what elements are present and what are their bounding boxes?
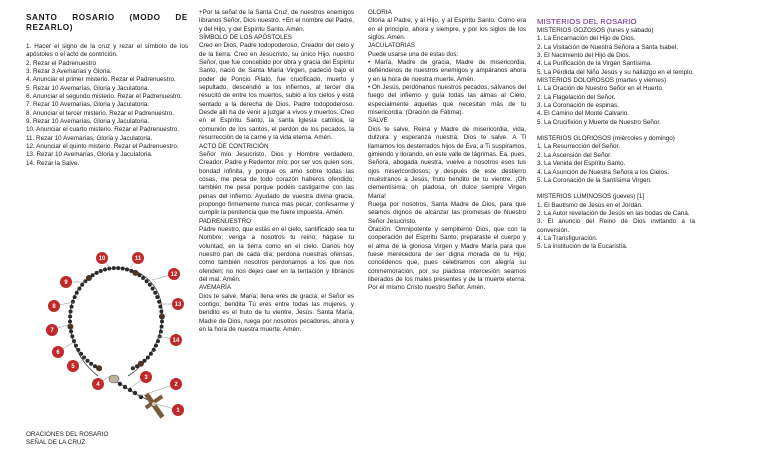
mystery-group-dolorosos: [537, 77, 695, 127]
rosary-bead: [135, 364, 139, 368]
caption: [26, 431, 108, 448]
rosary-bead: [125, 268, 129, 272]
column-mysteries: [537, 0, 695, 467]
prayer-heading: AVEMARÍA: [199, 284, 232, 292]
prayer-text: • Oh Jesús, perdónanos nuestros pecados, sálvanos del fuego del infierno y guía todas las almas al Cielo, especialmente aquellas que necesitan más de tu misericordia. (Oración de Fátima).: [368, 84, 526, 117]
rosary-bead: [93, 364, 97, 368]
mystery-item: 1. El Bautismo de Jesús en el Jordán.: [537, 201, 643, 209]
rosary-bead: [68, 320, 72, 324]
rosary-title-line1: SANTO ROSARIO (MODO DE: [26, 13, 188, 22]
rosary-bead: [159, 330, 163, 334]
column-prayers-1: [199, 0, 354, 467]
mystery-group-gozosos: [537, 27, 695, 77]
rosary-bead: [79, 352, 83, 356]
mystery-item: 2. La Flagelación del Señor.: [537, 93, 616, 101]
rosary-bead: [99, 269, 103, 273]
diagram-number-label: 3: [144, 375, 148, 382]
rosary-bead: [71, 300, 75, 304]
step-item: 6. Anunciar el segundo misterio. Rezar el Padrenuestro.: [26, 93, 183, 101]
rosary-bead: [154, 344, 158, 348]
rosary-bead: [86, 359, 90, 363]
rosary-bead: [72, 339, 76, 343]
diagram-number-label: 8: [52, 304, 56, 311]
caption-line1: ORACIONES DEL ROSARIO: [26, 431, 109, 438]
rosary-title-line2: REZARLO): [26, 23, 74, 32]
mystery-item: 2. La Autor revelación de Jesús en las bodas de Caná.: [537, 209, 690, 217]
mystery-group-heading: MISTERIOS GLORIOSOS (miércoles y domingo): [537, 135, 675, 143]
rosary-bead: [76, 348, 80, 352]
diagram-number-label: 6: [56, 350, 60, 357]
rosary-bead: [95, 271, 99, 275]
rosary-bead: [146, 356, 150, 360]
steps-list: [26, 43, 188, 168]
rosary-bead: [74, 344, 78, 348]
medal-icon: [109, 375, 119, 383]
mystery-item: 3. El Nacimiento del Hijo de Dios.: [537, 52, 631, 60]
rosary-bead: [137, 273, 141, 277]
rosary-bead: [152, 348, 156, 352]
diagram-number-label: 4: [96, 382, 100, 389]
diagram-number-label: 1: [176, 408, 180, 415]
step-item: 10. Anunciar el cuarto misterio. Rezar el Padrenuestro.: [26, 126, 179, 134]
prayer-text: Creo en Dios, Padre todopoderoso, Creador del cielo y de la tierra. Creo en Jesucristo, su único Hijo, nuestro Señor, que fue concebido por obra y gracia del Espíritu Santo, nació de Santa María Virgen, padeció bajo el poder de Poncio Pilato, fue crucificado, muerto y sepultado, descendió a los infiernos, al tercer día resucitó de entre los muertos, subió a los cielos y está sentado a la derecha de Dios, Padre todopoderoso. Desde allí ha de venir a juzgar a vivos y muertos. Creo en el Espíritu Santo, la santa Iglesia católica, la comunión de los santos, el perdón de los pecados, la resurrección de la carne y la vida eterna. Amén.: [199, 42, 354, 142]
step-item: 9. Rezar 10 Avemarías, Gloria y Jaculatoria.: [26, 118, 150, 126]
mystery-item: 3. El anuncio del Reino de Dios invitando a la conversión.: [537, 218, 695, 234]
rosary-diagram: [28, 244, 190, 424]
prayer-heading: GLORIA: [368, 9, 392, 16]
rosary-bead: [151, 287, 155, 291]
rosary-bead: [160, 320, 164, 324]
prayer-heading: ACTO DE CONTRICIÓN: [199, 142, 269, 150]
prayer-text: Dios te salve, María; llena eres de gracia; el Señor es contigo; bendita Tú eres entre todas las mujeres, y bendito es el fruto de tu vientre, Jesús. Santa María, Madre de Dios, ruega por nosotros pecadores, ahora y en la hora de nuestra muerte. Amén.: [199, 292, 354, 334]
rosary-bead: [89, 362, 93, 366]
mystery-item: 4. La Purificación de la Virgen Santísima.: [537, 60, 653, 68]
diagram-number-labels: [46, 252, 184, 416]
rosary-bead: [156, 339, 160, 343]
rosary-bead: [148, 283, 152, 287]
mystery-item: 1. La Oración de Nuestro Señor en el Huerto.: [537, 85, 664, 93]
rosary-bead: [149, 352, 153, 356]
mystery-item: 5. La Coronación de la Santísima Virgen.: [537, 176, 652, 184]
step-item: 3. Rezar 3 Avemarías y Gloria.: [26, 68, 112, 76]
prayer-text: Gloria al Padre, y al Hijo, y al Espíritu Santo. Como era en el principio, ahora y siempre, y por los siglos de los siglos. Amén.: [368, 17, 526, 42]
rosary-bead: [160, 325, 164, 329]
diagram-number-label: 5: [71, 364, 75, 371]
rosary-bead: [112, 266, 116, 270]
step-item: 14. Rezar la Salve.: [26, 159, 80, 167]
rosary-bead: [69, 330, 73, 334]
diagram-number-label: 9: [64, 280, 68, 287]
prayer-text: Oración. Omnipotente y sempiterno Dios, que con la cooperación del Espíritu Santo, preparaste el cuerpo y el alma de la gloriosa Virgen y Madre María para que fuese merecedora de ser digna morada de tu Hijo; concédenos que, pues celebramos con alegría su conmemoración, por su piadosa intercesión seamos liberados de los males presentes y de la muerte eterna. Por el mismo Cristo nuestro Señor. Amén.: [368, 225, 526, 292]
rosary-bead: [145, 279, 149, 283]
mysteries-title: MISTERIOS DEL ROSARIO: [537, 17, 637, 26]
step-item: 13. Rezar 10 Avemarías, Gloria y Jaculatoria.: [26, 151, 153, 159]
rosary-bead: [155, 295, 159, 299]
step-item: 11. Rezar 10 Avemarías, Gloria y Jaculatoria.: [26, 134, 153, 142]
prayer-heading: JACULATORIAS: [368, 42, 416, 50]
rosary-bead: [70, 334, 74, 338]
column-prayers-2: [368, 0, 526, 467]
mystery-item: 2. La Visitación de Nuestra Señora a Santa Isabel.: [537, 43, 678, 51]
rosary-bead: [153, 291, 157, 295]
mystery-group-heading: MISTERIOS GOZOSOS (lunes y sábado): [537, 27, 654, 34]
diagram-number-label: 10: [98, 256, 106, 263]
rosary-bead: [131, 366, 135, 370]
diagram-number-label: 12: [170, 272, 178, 279]
diagram-number-label: 13: [174, 302, 182, 309]
step-item: 5. Rezar 10 Avemarías, Gloria y Jaculatoria.: [26, 84, 150, 92]
prayer-heading: PADRENUESTRO: [199, 217, 252, 225]
step-item: 7. Rezar 10 Avemarías, Gloria y Jaculatoria.: [26, 101, 150, 109]
rosary-title: [26, 13, 188, 33]
rosary-bead: [96, 365, 102, 371]
rosary-bead: [121, 267, 125, 271]
step-item: 1. Hacer el signo de la cruz y rezar el símbolo de los apóstoles o el acto de contrición.: [26, 43, 188, 59]
mystery-group-heading: MISTERIOS DOLOROSOS (martes y viernes): [537, 77, 667, 85]
step-item: 12. Anunciar el quinto misterio. Rezar el Padrenuestro.: [26, 143, 179, 151]
rosary-bead: [80, 283, 84, 287]
mystery-item: 3. La Venida del Espíritu Santo.: [537, 160, 626, 168]
mystery-group-gloriosos: [537, 135, 695, 185]
prayer-text: Ruega por nosotros, Santa Madre de Dios, para que seamos dignos de alcanzar las promesas de Nuestro Señor Jesucristo.: [368, 200, 526, 225]
mystery-item: 3. La Coronación de espinas.: [537, 102, 619, 110]
prayer-text: Puede usarse una de estas dos:: [368, 50, 459, 58]
rosary-bead: [158, 305, 162, 309]
step-item: 8. Anunciar el tercer misterio. Rezar el Padrenuestro.: [26, 109, 175, 117]
rosary-bead: [69, 310, 73, 314]
rosary-bead: [159, 314, 165, 320]
rosary-bead: [141, 276, 145, 280]
prayer-heading: SÍMBOLO DE LOS APÓSTOLES: [199, 34, 292, 42]
rosary-bead: [116, 266, 120, 270]
rosary-bead: [91, 273, 95, 277]
rosary-bead: [103, 268, 107, 272]
prayer-heading: SALVE: [368, 117, 388, 125]
prayer-text: Señor mío Jesucristo, Dios y Hombre verdadero, Creador, Padre y Redentor mío; por ser vos quien sois, bondad infinita, y porque os amo sobre todas las cosas, me pesa de todo corazón haberos ofendido; también me pesa porque podéis castigarme con las penas del infierno. Ayudado de vuestra divina gracia, propongo firmemente nunca más pecar, confesarme y cumplir la penitencia que me fuere impuesta. Amén.: [199, 150, 354, 217]
step-item: 2. Rezar el Padrenuestro: [26, 59, 97, 67]
diagram-number-label: 14: [172, 338, 180, 345]
step-item: 4. Anunciar el primer misterio. Rezar el Padrenuestro.: [26, 76, 176, 84]
mystery-item: 2. La Ascensión del Señor.: [537, 151, 612, 159]
rosary-bead: [68, 315, 72, 319]
mystery-item: 4. El Camino del Monte Calvario.: [537, 110, 630, 118]
caption-line2: SEÑAL DE LA CRUZ: [26, 439, 86, 447]
rosary-bead: [77, 287, 81, 291]
rosary-bead: [157, 300, 161, 304]
mystery-item: 4. La Transfiguración.: [537, 234, 598, 242]
mystery-item: 5. La Crucifixión y Muerte de Nuestro Señor.: [537, 118, 661, 126]
prayer-text: Padre nuestro, que estás en el cielo, santificado sea tu Nombre; venga a nosotros tu reino; hágase tu voluntad, en la tierra como en el cielo. Danos hoy nuestro pan de cada día; perdona nuestras ofensas, como también nosotros perdonamos a los que nos ofenden; no nos dejes caer en la tentación y líbranos del mal. Amén.: [199, 225, 354, 283]
rosary-bead: [73, 295, 77, 299]
prayer-text: Dios te salve, Reina y Madre de misericordia, vida, dulzura y esperanza nuestra; Dios te salve. A Ti llamamos los desterrados hijos de Eva; a Ti suspiramos, gimiendo y llorando, en este valle de lágrimas. Ea, pues, Señora, abogada nuestra, vuelve a nosotros esos tus ojos misericordiosos; y después de este destierro muéstranos a Jesús, fruto bendito de tu vientre. ¡Oh clementísima, oh piadosa, oh dulce siempre Virgen María!: [368, 125, 526, 200]
diagram-number-label: 2: [174, 382, 178, 389]
mystery-item: 1. La Resurrección del Señor.: [537, 143, 620, 151]
mystery-item: 1. La Encarnación del Hijo de Dios.: [537, 35, 636, 43]
diagram-number-label: 11: [134, 256, 142, 263]
rosary-bead: [70, 305, 74, 309]
mystery-item: 5. La Pérdida del Niño Jesús y su hallazgo en el templo.: [537, 68, 694, 76]
rosary-bead: [75, 291, 79, 295]
mystery-group-luminosos: [537, 193, 695, 251]
rosary-bead: [159, 310, 163, 314]
mystery-group-heading: MISTERIOS LUMINOSOS (jueves) [1]: [537, 193, 645, 201]
diagram-number-label: 7: [50, 328, 54, 335]
mystery-item: 4. La Asunción de Nuestra Señora a los Cielos.: [537, 168, 669, 176]
prayer-text: +Por la señal de la Santa Cruz, de nuestros enemigos líbranos Señor, Dios nuestro. +En el nombre del Padre, y del Hijo, y del Espíritu Santo. Amén.: [199, 9, 354, 33]
prayer-text: • María, Madre de gracia, Madre de misericordia, defiéndenos de nuestros enemigos y ampáranos ahora y en la hora de nuestra muerte. Amén.: [368, 59, 526, 83]
mystery-item: 5. La institución de la Eucaristía.: [537, 243, 628, 251]
